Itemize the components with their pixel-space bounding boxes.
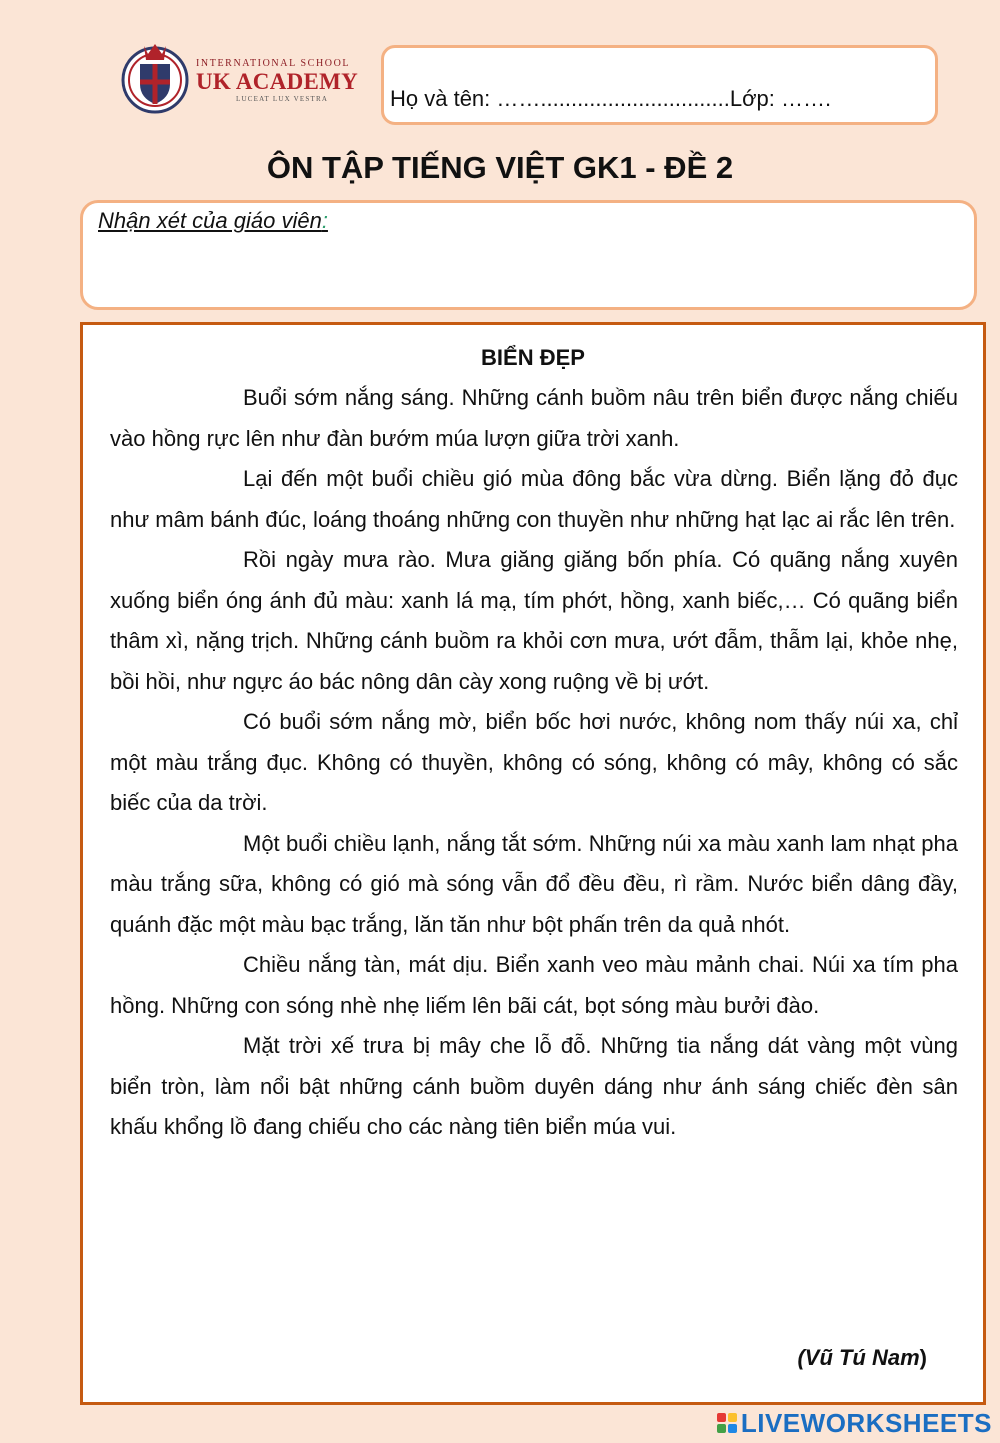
reading-passage-box — [80, 322, 986, 1405]
liveworksheets-logo-icon — [716, 1412, 738, 1434]
passage-paragraph: Chiều nắng tàn, mát dịu. Biển xanh veo màu mảnh chai. Núi xa tím pha hồng. Những con sóng nhè nhẹ liếm lên bãi cát, bọt sóng màu bưởi đào. — [110, 952, 958, 1018]
passage-paragraph: Lại đến một buổi chiều gió mùa đông bắc vừa dừng. Biển lặng đỏ đục như mâm bánh đúc, loáng thoáng những con thuyền như những hạt lạc ai rắc lên trên. — [110, 466, 958, 532]
liveworksheets-watermark[interactable] — [716, 1408, 992, 1438]
school-logo — [120, 38, 378, 118]
school-crest-icon — [120, 38, 190, 118]
school-type-label: INTERNATIONAL SCHOOL — [196, 58, 351, 69]
passage-paragraph: Một buổi chiều lạnh, nắng tắt sớm. Những núi xa màu xanh lam nhạt pha màu trắng sữa, không có gió mà sóng vẫn đổ đều đều, rì rầm. Nước biển dâng đầy, quánh đặc một màu bạc trắng, lăn tăn như bột phấn trên da quả nhót. — [110, 830, 958, 937]
passage-author — [797, 1345, 927, 1371]
teacher-comment-box[interactable] — [80, 200, 977, 310]
passage-title: BIỂN ĐẸP — [481, 345, 585, 370]
passage-paragraph: Mặt trời xế trưa bị mây che lỗ đỗ. Những tia nắng dát vàng một vùng biển tròn, làm nổi bật những cánh buồm duyên dáng như ánh sáng chiếc đèn sân khấu khổng lồ đang chiếu cho các nàng tiên biển múa vui. — [110, 1033, 958, 1139]
teacher-comment-colon: : — [321, 208, 328, 233]
school-motto: LUCEAT LUX VESTRA — [236, 95, 329, 103]
student-info-box[interactable] — [381, 45, 938, 125]
name-class-line: Họ và tên: ……...............................Lớp: ……. — [390, 86, 832, 111]
teacher-comment-label — [98, 208, 328, 234]
watermark-text: LIVEWORKSHEETS — [740, 1407, 992, 1438]
passage-paragraph: Có buổi sớm nắng mờ, biển bốc hơi nước, không nom thấy núi xa, chỉ một màu trắng đục. Không có thuyền, không có sóng, không có mây, không có sắc biếc của da trời. — [110, 709, 958, 815]
author-name: (Vũ Tú Nam — [797, 1345, 920, 1370]
passage-paragraph: Rồi ngày mưa rào. Mưa giăng giăng bốn phía. Có quãng nắng xuyên xuống biển óng ánh đủ màu: xanh lá mạ, tím phớt, hồng, xanh biếc,… Có quãng biển thâm xì, nặng trịch. Những cánh buồm ra khỏi cơn mưa, ướt đẫm, thẫm lại, khỏe nhẹ, bồi hồi, như ngực áo bác nông dân cày xong ruộng về bị ướt. — [110, 547, 958, 694]
passage-paragraph: Buổi sớm nắng sáng. Những cánh buồm nâu trên biển được nắng chiếu vào hồng rực lên như đàn bướm múa lượn giữa trời xanh. — [110, 385, 958, 451]
school-name: UK ACADEMY — [196, 69, 359, 94]
page-title: ÔN TẬP TIẾNG VIỆT GK1 - ĐỀ 2 — [266, 150, 734, 185]
passage-body — [110, 378, 958, 1148]
author-close: ) — [919, 1345, 927, 1370]
teacher-comment-text: Nhận xét của giáo viên — [98, 208, 322, 233]
